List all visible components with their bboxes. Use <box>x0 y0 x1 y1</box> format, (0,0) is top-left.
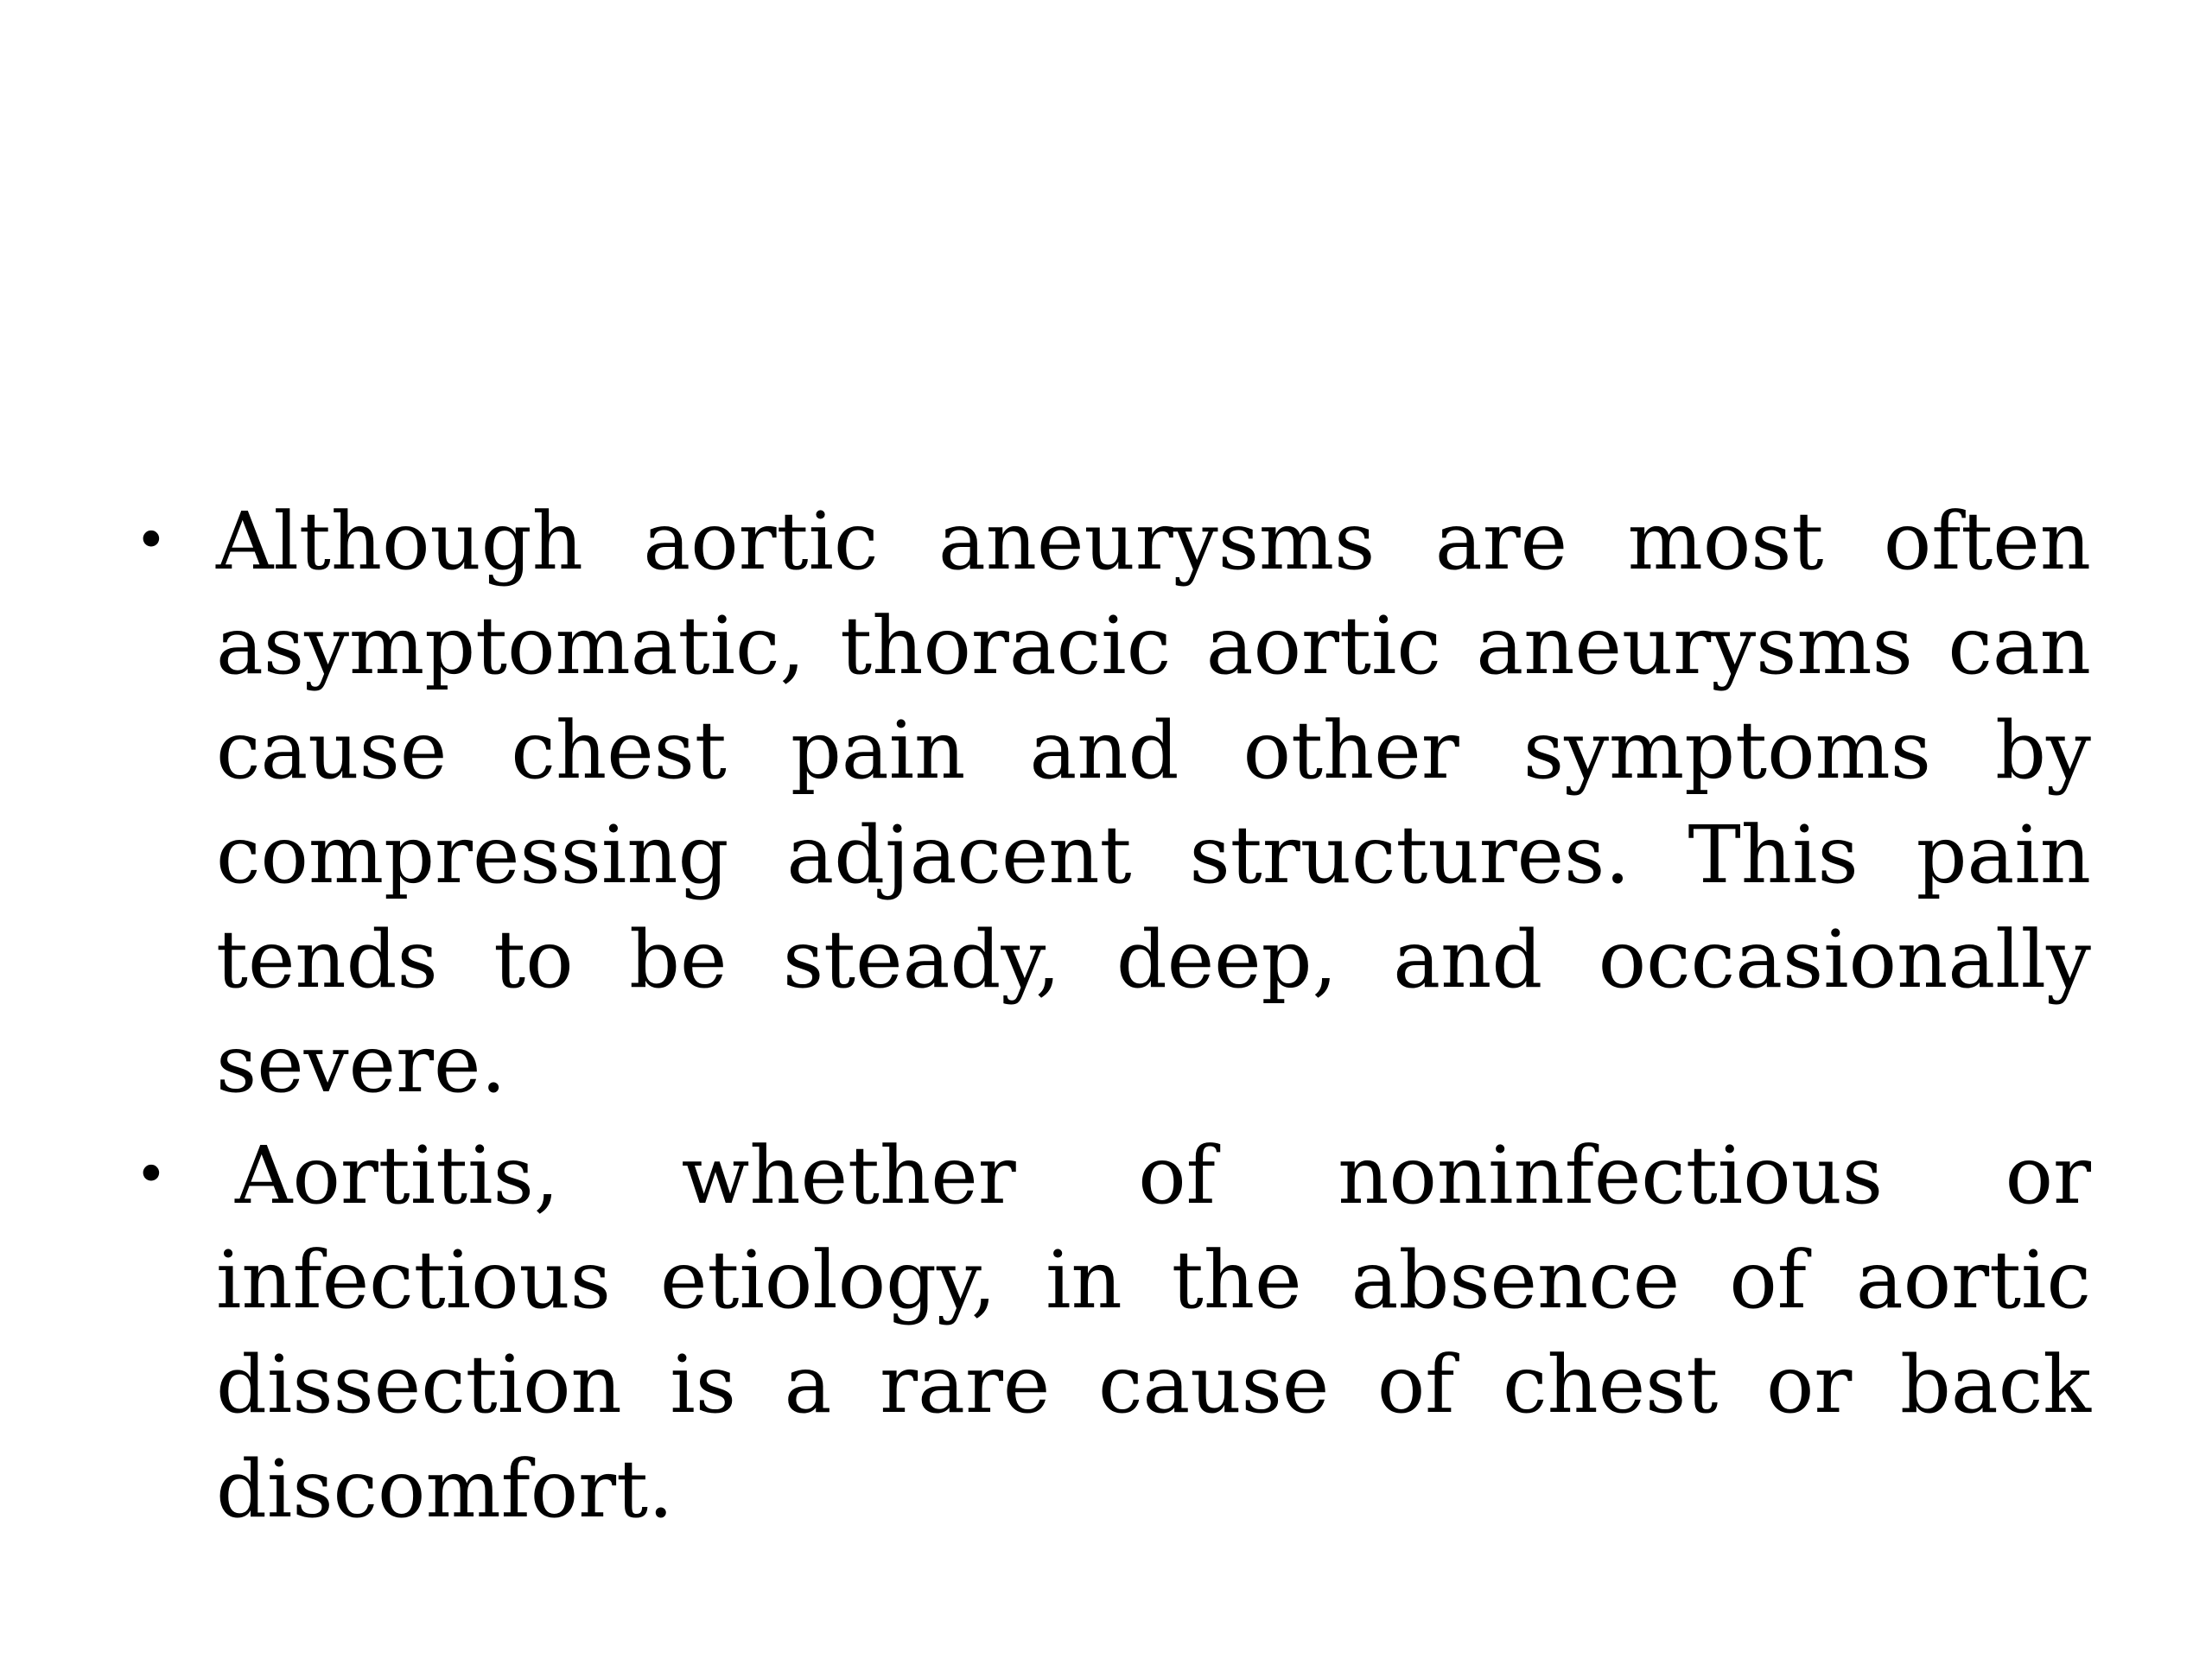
bullet-dot-icon: • <box>135 509 168 573</box>
bullet-text: Aortitis, whether of noninfectious or infectious etiology, in the absence of aortic dissection is a rare cause of chest or back discomfort. <box>216 1129 2091 1535</box>
bullet-item-aortitis <box>130 1123 2091 1541</box>
bullet-item-aneurysms <box>130 489 2091 1116</box>
bullet-list <box>130 489 2091 1548</box>
bullet-dot-icon: • <box>135 1143 168 1207</box>
bullet-text: Although aortic aneurysms are most often asymptomatic, thoracic aortic aneurysms can cause chest pain and other symptoms by compressing adjacent structures. This pain tends to be steady, deep, and occasionally severe. <box>216 495 2091 1110</box>
